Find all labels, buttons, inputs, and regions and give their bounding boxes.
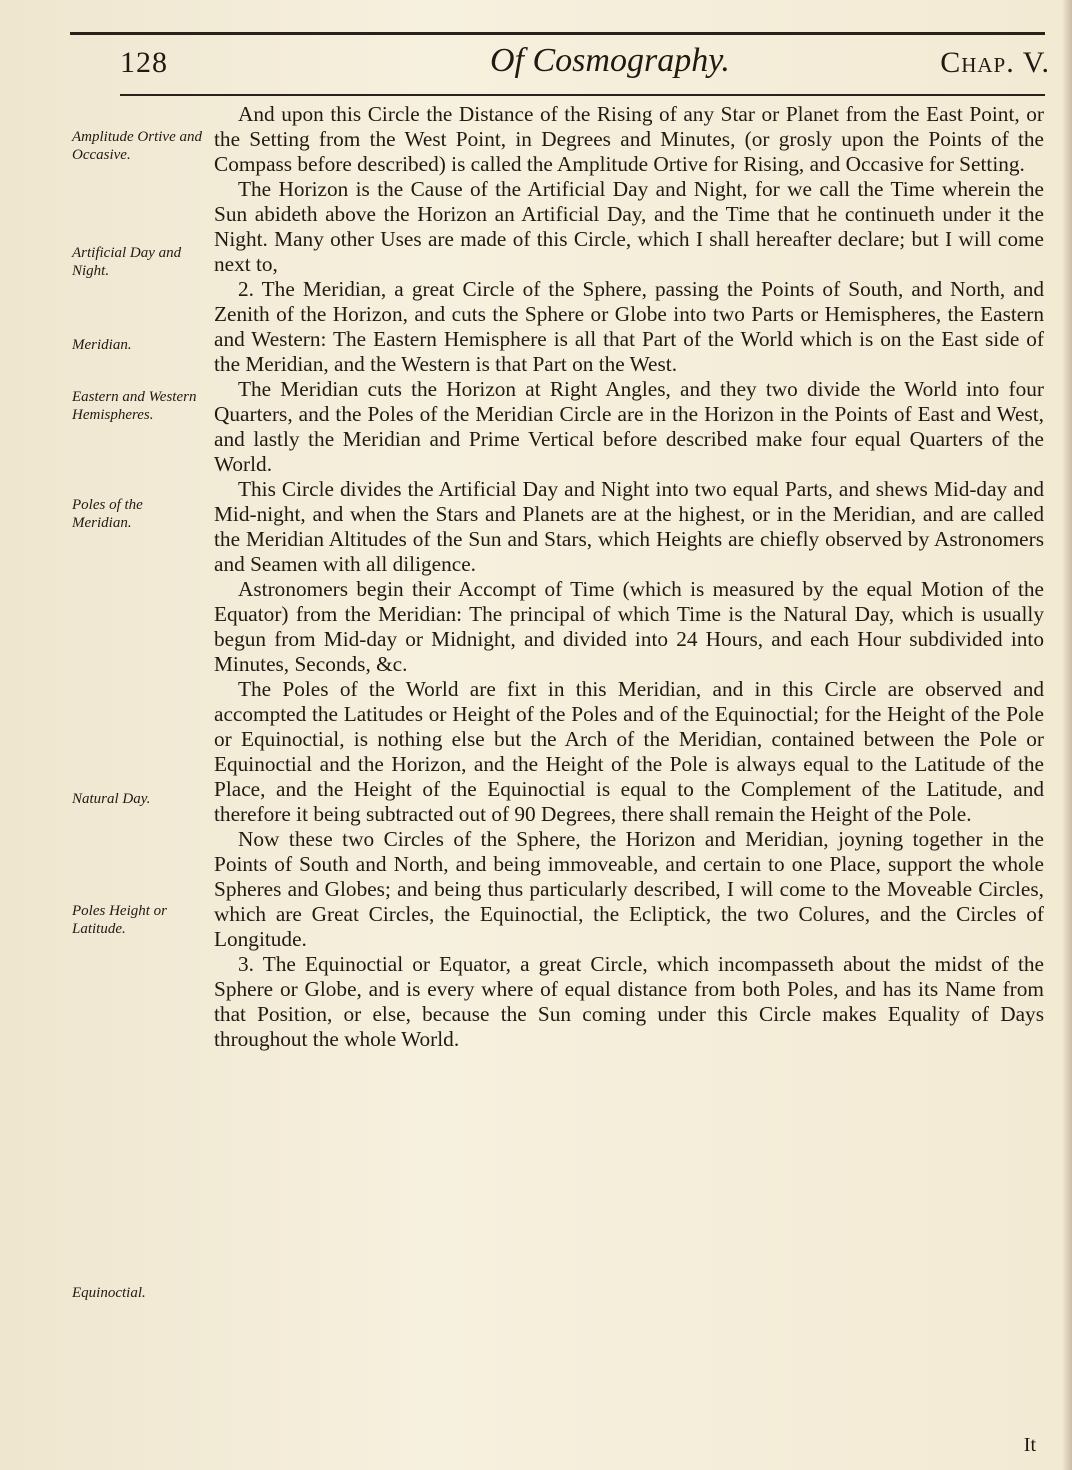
margin-note: Meridian. <box>72 337 132 353</box>
top-rule <box>70 32 1045 35</box>
page-header <box>120 40 1050 88</box>
paragraph: 2. The Meridian, a great Circle of the Sphere, passing the Points of South, and North, and Zenith of the Horizon, and cuts the Sphere or Globe into two Parts or Hemispheres, the Eastern and Western: The Eastern Hemisphere is all that Part of the World which is on the East side of the Meridian, and the Western is that Part on the West. <box>214 277 1044 376</box>
paragraph: And upon this Circle the Distance of the Rising of any Star or Planet from the East Point, or the Setting from the West Point, in Degrees and Minutes, (or grosly upon the Points of the Compass before described) is called the Amplitude Ortive for Rising, and Occasive for Setting. <box>214 102 1044 176</box>
paragraph: Astronomers begin their Accompt of Time (which is measured by the equal Motion of the Equator) from the Meridian: The principal of which Time is the Natural Day, which is usually begun from Mid-day or Midnight, and divided into 24 Hours, and each Hour subdivided into Minutes, Seconds, &c. <box>214 577 1044 676</box>
header-rule <box>120 94 1045 96</box>
paragraph: The Meridian cuts the Horizon at Right Angles, and they two divide the World into four Quarters, and the Poles of the Meridian Circle are in the Horizon in the Points of East and West, and lastly the Meridian and Prime Vertical before described make four equal Quarters of the World. <box>214 377 1044 476</box>
margin-note: Poles of the Meridian. <box>72 497 143 531</box>
body-text <box>214 102 1044 1052</box>
paragraph: This Circle divides the Artificial Day and Night into two equal Parts, and shews Mid-day and Mid-night, and when the Stars and Planets are at the highest, or in the Meridian, and are called the Meridian Altitudes of the Sun and Stars, which Heights are chiefly observed by Astronomers and Seamen with all diligence. <box>214 477 1044 576</box>
running-title: Of Cosmography. <box>490 42 730 79</box>
paragraph: 3. The Equinoctial or Equator, a great Circle, which incompasseth about the midst of the Sphere or Globe, and is every where of equal distance from both Poles, and has its Name from that Position, or else, because the Sun coming under this Circle makes Equality of Days throughout the whole World. <box>214 952 1044 1051</box>
paragraph: Now these two Circles of the Sphere, the Horizon and Meridian, joyning together in the Points of South and North, and being immoveable, and certain to one Place, support the whole Spheres and Globes; and being thus particularly described, I will come to the Moveable Circles, which are Great Circles, the Equinoctial, the Ecliptick, the two Colures, and the Circles of Longitude. <box>214 827 1044 951</box>
margin-note: Natural Day. <box>72 791 151 807</box>
margin-notes <box>0 0 205 1470</box>
paragraph: The Horizon is the Cause of the Artificial Day and Night, for we call the Time wherein the Sun abideth above the Horizon an Artificial Day, and the Time that he continueth under it the Night. Many other Uses are made of this Circle, which I shall hereafter declare; but I will come next to, <box>214 177 1044 276</box>
page-edge-shadow <box>1062 0 1072 1470</box>
margin-note: Equinoctial. <box>72 1285 146 1301</box>
margin-note: Eastern and Western Hemispheres. <box>72 389 197 423</box>
margin-note: Artificial Day and Night. <box>72 245 182 279</box>
chapter-heading: Chap. V. <box>940 46 1050 79</box>
paragraph: The Poles of the World are fixt in this Meridian, and in this Circle are observed and accompted the Latitudes or Height of the Poles and of the Equinoctial; for the Height of the Pole or Equinoctial, is nothing else but the Arch of the Meridian, contained between the Pole or Equinoctial and the Horizon, and the Height of the Pole is always equal to the Latitude of the Place, and the Height of the Equinoctial is equal to the Complement of the Latitude, and therefore it being subtracted out of 90 Degrees, there shall remain the Height of the Pole. <box>214 677 1044 826</box>
margin-note: Poles Height or Latitude. <box>72 903 167 937</box>
margin-note: Amplitude Ortive and Occasive. <box>72 129 202 163</box>
catchword: It <box>1023 1434 1036 1456</box>
page-number: 128 <box>120 46 168 79</box>
